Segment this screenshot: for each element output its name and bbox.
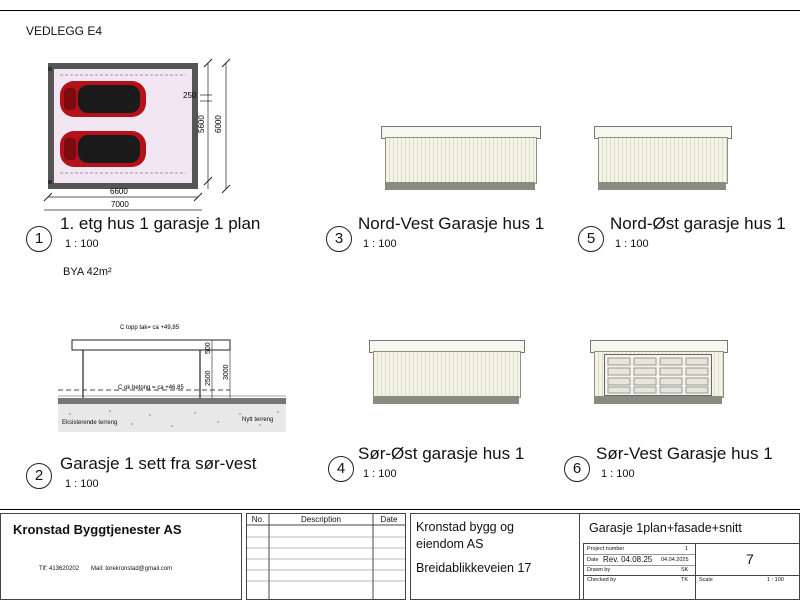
- plan-drawing: [40, 55, 250, 215]
- view-4-ground: [373, 396, 519, 404]
- drawn-by-label: Drawn by: [587, 567, 611, 573]
- project-address: Breidablikkeveien 17: [416, 561, 532, 575]
- view-4-scale: 1 : 100: [363, 468, 397, 480]
- car-1-icon: [60, 81, 146, 117]
- drawing-title: Garasje 1plan+fasade+snitt: [589, 521, 742, 535]
- client-line-2: eiendom AS: [416, 537, 484, 551]
- view-6-title: Sør-Vest Garasje hus 1: [596, 444, 773, 463]
- view-3-title: Nord-Vest Garasje hus 1: [358, 214, 545, 233]
- dim-6600: 6600: [110, 187, 128, 196]
- checked-by-label: Checked by: [587, 577, 617, 583]
- scale-value: 1 : 100: [767, 577, 784, 583]
- view-1-scale: 1 : 100: [65, 238, 99, 250]
- view-6-number: 6: [564, 456, 590, 482]
- car-2-icon: [60, 131, 146, 167]
- sheet-number: 7: [746, 551, 754, 567]
- view-2-scale: 1 : 100: [65, 478, 99, 490]
- new-terrain-label: Nytt terreng: [242, 417, 274, 423]
- view-5-facade: [598, 137, 728, 184]
- company-mail: Mail: torekronstad@gmail.com: [91, 566, 173, 572]
- garage-door: [604, 354, 712, 396]
- revision-date: Rev. 04.08.25: [603, 555, 653, 564]
- section-dim-500: 500: [205, 342, 212, 354]
- checked-by: TK: [681, 577, 689, 583]
- rev-header-description: Description: [300, 515, 341, 524]
- dim-250: 250: [183, 91, 197, 100]
- date-value: 04.04.2025: [661, 557, 689, 563]
- section-dim-2500: 2500: [205, 370, 212, 386]
- view-3-number: 3: [326, 226, 352, 252]
- sheet-bottom-border: [0, 509, 800, 510]
- date-label: Date: [587, 557, 599, 563]
- view-6-scale: 1 : 100: [601, 468, 635, 480]
- dim-7000: 7000: [111, 200, 129, 209]
- bya-label: BYA 42m²: [63, 266, 112, 278]
- view-4-number: 4: [328, 456, 354, 482]
- project-number: 1: [685, 546, 689, 552]
- view-3-facade: [385, 137, 537, 184]
- view-5-title: Nord-Øst garasje hus 1: [610, 214, 786, 233]
- rev-header-date: Date: [380, 515, 398, 524]
- section-dim-3000: 3000: [223, 364, 230, 380]
- sheet-top-border: [0, 10, 800, 11]
- section-concrete-label: C ok betong = ca +46,85: [118, 385, 184, 391]
- view-3-scale: 1 : 100: [363, 238, 397, 250]
- existing-terrain-label: Eksisterende terreng: [62, 420, 118, 426]
- rev-header-no: No.: [251, 515, 265, 524]
- company-block: [0, 513, 242, 600]
- view-4-facade: [373, 351, 521, 398]
- company-name: Kronstad Byggtjenester AS: [13, 522, 182, 537]
- view-1-title: 1. etg hus 1 garasje 1 plan: [60, 214, 261, 233]
- view-2-number: 2: [26, 463, 52, 489]
- view-3-ground: [385, 182, 535, 190]
- sheet-label: VEDLEGG E4: [26, 24, 103, 38]
- revision-table: [246, 513, 406, 600]
- scale-label: Scale: [699, 577, 713, 583]
- section-top-label: C topp tak= ca +49,85: [120, 325, 180, 331]
- dim-6000: 6000: [214, 115, 223, 133]
- view-5-scale: 1 : 100: [615, 238, 649, 250]
- company-phone: Tlf: 413620202: [39, 566, 80, 572]
- view-5-number: 5: [578, 226, 604, 252]
- view-5-ground: [598, 182, 726, 190]
- view-4-title: Sør-Øst garasje hus 1: [358, 444, 525, 463]
- view-6-ground: [594, 396, 722, 404]
- project-number-label: Project number: [587, 546, 625, 552]
- client-line-1: Kronstad bygg og: [416, 520, 514, 534]
- project-block: [410, 513, 800, 600]
- drawn-by: SK: [681, 567, 689, 573]
- view-2-title: Garasje 1 sett fra sør-vest: [60, 454, 257, 473]
- view-1-number: 1: [26, 226, 52, 252]
- dim-5600: 5600: [197, 115, 206, 133]
